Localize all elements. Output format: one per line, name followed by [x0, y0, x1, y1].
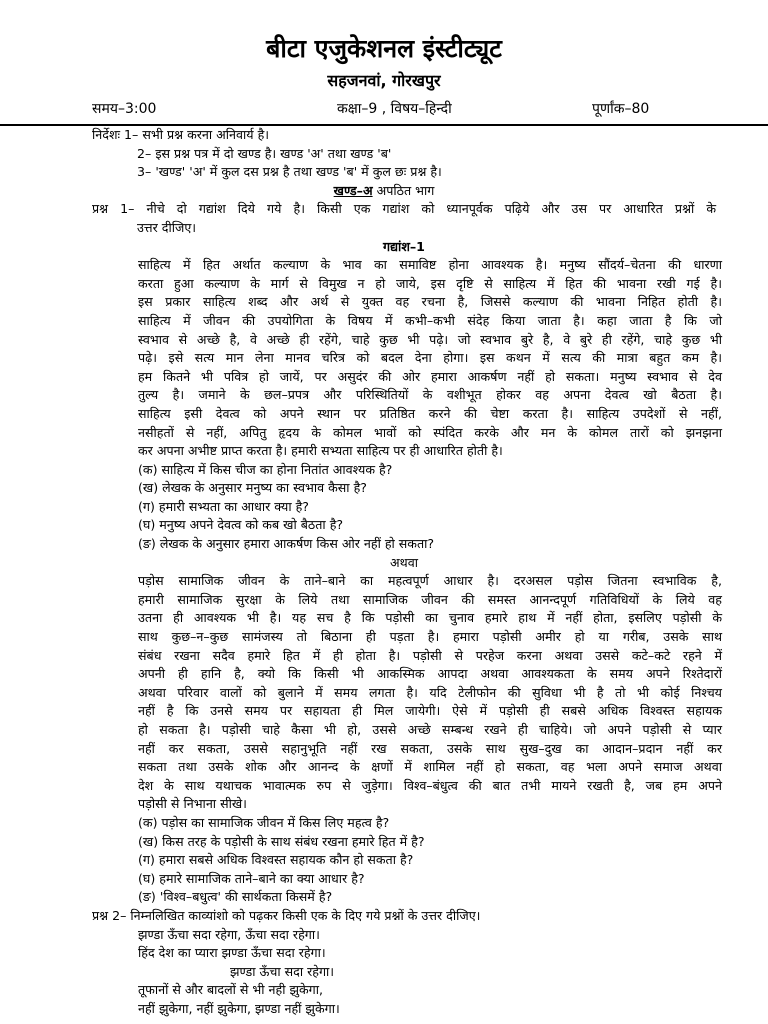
section-a-heading	[0, 182, 768, 201]
paper-content	[0, 126, 768, 1019]
poem	[138, 926, 768, 1019]
passage-line: हम कितने भी पवित्र हो जायें, पर असुदंर की ओर हमारा आकर्षण नहीं हो सकता। मनुष्य स्वभाव से देव	[138, 368, 722, 384]
passage-1-questions	[138, 461, 768, 554]
exam-meta-row	[0, 100, 768, 122]
sub-question: (ग) हमारा सबसे अधिक विश्वस्त सहायक कौन हो सकता है?	[138, 852, 414, 868]
passage-line: तुल्य है। जमाने के छल–प्रपत्र और परिस्थितियों के वशीभूत होकर वह अपना देवत्व खो बैठता है।	[138, 387, 722, 403]
passage-line: पड़ोस सामाजिक जीवन के ताने–बाने का महत्वपूर्ण आधार है। दरअसल पड़ोस जितना स्वभाविक है,	[138, 573, 722, 589]
passage-line: देश के साथ यथाचक भावात्मक रुप से जुड़ेगा। विश्व–बंधुत्व की बात तभी मायने रखती है, जब हम अपने	[138, 777, 722, 793]
passage-line: करता हुआ कल्याण के मार्ग से विमुख न हो जाये, इस दृष्टि से साहित्य में हित की भावना रखी गई है।	[138, 275, 722, 291]
passage-line: अपनी ही हानि है, क्यो कि किसी भी आकस्मिक आपदा अथवा आवश्यकता के समय अपने रिश्तेदारों	[138, 666, 722, 682]
poem-line: झण्डा ऊँचा सदा रहेगा, ऊँचा सदा रहेगा।	[138, 926, 320, 942]
passage-line: हो सकता है। पड़ोसी चाहे कैसा भी हो, उससे अच्छे सम्बन्ध रखने ही चाहिये। जो अपने पड़ोसी से प्यार	[138, 722, 722, 737]
passage-line: साहित्य में हित अर्थात कल्याण के भाव का समाविष्ट होना आवश्यक है। मनुष्य सौंदर्य–चेतना की धारणा	[138, 257, 722, 273]
section-a-title: खण्ड–अ	[333, 182, 373, 198]
passage-line: सकता तथा उसके शोक और आनन्द के क्षणों में शामिल नहीं हो सकता, वह भला अपने समाज अथवा	[138, 759, 722, 775]
sub-question: (घ) मनुष्य अपने देवत्व को कब खो बैठता है?	[138, 517, 344, 533]
question-1-prompt-cont: उत्तर दीजिए।	[137, 219, 197, 235]
passage-1	[138, 256, 722, 461]
or-label: अथवा	[390, 554, 418, 570]
poem-line: नहीं झुकेगा, नहीं झुकेगा, झण्डा नहीं झुकेगा।	[138, 1000, 340, 1016]
passage-line: नहीं कर सकता, उससे सहानुभूति नहीं रख सकता, उसके साथ सुख–दुख का आदान–प्रदान नहीं कर	[138, 740, 722, 756]
passage-line: साथ कुछ–न–कुछ सामंजस्य तो बिठाना ही पड़ता है। हमारा पड़ोसी अमीर हो या गरीब, उसके साथ	[138, 629, 722, 645]
exam-max-marks: पूर्णांक–80	[592, 101, 650, 117]
poem-line: झण्डा ऊँचा सदा रहेगा।	[230, 963, 335, 979]
question-1-prompt: प्रश्न 1– नीचे दो गद्यांश दिये गये है। किसी एक गद्यांश को ध्यानपूर्वक पढ़िये और उस पर आधारित प्रश्नों के	[92, 201, 716, 217]
passage-line: अथवा परिवार वालों को बुलाने में समय लगता है। यदि टेलीफोन की सुविधा भी है तो भी कोई निश्चय	[138, 684, 722, 700]
passage-line: कर अपना अभीष्ट प्राप्त करता है। हमारी सभ्यता साहित्य पर ही आधारित होती है।	[138, 443, 503, 459]
passage-2-questions	[138, 814, 768, 907]
sub-question: (ख) लेखक के अनुसार मनुष्य का स्वभाव कैसा है?	[138, 480, 367, 496]
sub-question: (ङ) 'विश्व–बधुत्व' की सार्थकता किसमें है?	[138, 889, 333, 905]
sub-question: (ङ) लेखक के अनुसार हमारा आकर्षण किस ओर नहीं हो सकता?	[138, 536, 435, 552]
passage-line: पड़ोसी से निभाना सीखे।	[138, 796, 247, 812]
passage-2	[138, 572, 722, 814]
passage-line: साहित्य इसी देवत्व को अपने स्थान पर प्रतिष्ठित करने की चेष्टा करता है। साहित्य उपदेशों से नहीं,	[138, 405, 722, 421]
sub-question: (घ) हमारे सामाजिक ताने–बाने का क्या आधार है?	[138, 870, 365, 886]
passage-line: संबंध रखना सदैव हमारे हित में ही होता है। पड़ोसी से परहेज करना अथवा उससे कटे–कटे रहने में	[138, 647, 722, 663]
sub-question: (क) साहित्य में किस चीज का होना नितांत आवश्यक है?	[138, 461, 393, 477]
sub-question: (ख) किस तरह के पड़ोसी के साथ संबंध रखना हमारे हित में है?	[138, 833, 425, 849]
passage-1-title: गद्यांश–1	[383, 238, 425, 254]
instruction-line: निर्देशः 1– सभी प्रश्न करना अनिवार्य है।	[92, 127, 270, 142]
poem-line: तूफानों से और बादलों से भी नही झुकेगा,	[138, 982, 324, 998]
passage-line: इस प्रकार साहित्य शब्द और अर्थ से युक्त वह रचना है, जिससे कल्याण की भावना निहित होती है।	[138, 294, 722, 310]
institute-name: बीटा एजुकेशनल इंस्टीट्यूट	[266, 34, 502, 63]
poem-line: हिंद देश का प्यारा झण्डा ऊँचा सदा रहेगा।	[138, 945, 326, 961]
exam-time: समय–3:00	[92, 101, 157, 117]
instruction-line: 2– इस प्रश्न पत्र में दो खण्ड है। खण्ड 'अ' तथा खण्ड 'ब'	[137, 145, 392, 161]
passage-line: हमारी सामाजिक सुरक्षा के लिये तथा सामाजिक जीवन की समस्त आनन्दपूर्ण गतिविधियों के लिये वह	[138, 591, 722, 607]
instruction-line: 3– 'खण्ड' 'अ' में कुल दस प्रश्न है तथा खण्ड 'ब' में कुल छः प्रश्न है।	[137, 164, 442, 180]
passage-line: नहीं है कि उनसे समय पर सहायता ही मिल जायेगी। ऐसे में पड़ोसी ही सबसे अधिक विश्वस्त सहायक	[138, 703, 722, 719]
institute-location: सहजनवां, गोरखपुर	[327, 71, 441, 90]
passage-line: उतना ही आवश्यक भी है। यह सच है कि पड़ोसी का चुनाव हमारे हाथ में नहीं होता, इसलिए पड़ोसी के	[138, 610, 722, 626]
exam-class-subject: कक्षा–9 , विषय–हिन्दी	[337, 101, 452, 117]
sub-question: (ग) हमारी सभ्यता का आधार क्या है?	[138, 498, 309, 514]
passage-line: साहित्य में जीवन की उपयोगिता के विषय में कभी–कभी संदेह किया जाता है। कहा जाता है कि जो	[138, 312, 722, 328]
passage-line: नसीहतों से नहीं, अपितु हृदय के कोमल भावों को स्पंदित करके और मन के कोमल तारों को झनझना	[138, 424, 722, 440]
passage-line: पढ़े। इसे सत्य मान लेना मानव चरित्र को बदल देना होगा। इस कथन में सत्य की मात्रा बहुत कम है।	[138, 350, 722, 366]
sub-question: (क) पड़ोस का सामाजिक जीवन में किस लिए महत्व है?	[138, 814, 390, 830]
section-a-subtitle: अपठित भाग	[372, 182, 435, 198]
question-2-prompt: प्रश्न 2– निम्नलिखित काव्यांशो को पढ़कर किसी एक के दिए गये प्रश्नों के उत्तर दीजिए।	[92, 907, 481, 923]
passage-line: स्वभाव से अच्छे है, वे अच्छे ही रहेंगे, चाहे कुछ भी पढ़े। जो स्वभाव बुरे है, वे बुरे ही रहेंगे, चाहे कुछ भी	[138, 331, 722, 347]
